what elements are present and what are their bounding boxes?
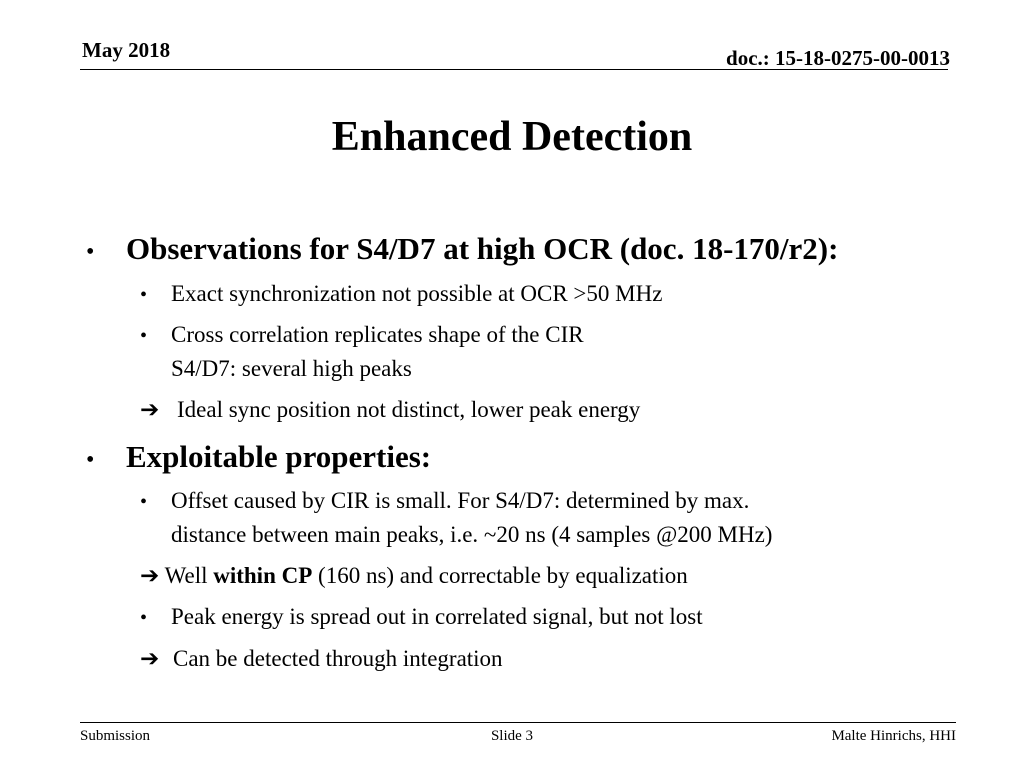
header-doc-id: doc.: 15-18-0275-00-0013 (726, 46, 950, 70)
footer-slide-number: Slide 3 (490, 728, 534, 744)
footer-author: Malte Hinrichs, HHI (831, 728, 956, 744)
header-divider (80, 69, 948, 70)
list-item-continuation: S4/D7: several high peaks (171, 356, 412, 381)
arrow-icon: ➔ (140, 646, 160, 671)
arrow-text-post: (160 ns) and correctable by equalization (312, 563, 688, 588)
section-heading-exploitable: Exploitable properties: (126, 439, 432, 474)
footer-submission: Submission (80, 728, 151, 744)
list-item: Offset caused by CIR is small. For S4/D7: determined by max. (171, 488, 750, 513)
arrow-text-pre: Well (164, 563, 214, 588)
arrow-item (140, 564, 688, 587)
bullet-icon: • (140, 325, 148, 347)
list-item: Peak energy is spread out in correlated signal, but not lost (171, 604, 703, 629)
bullet-icon: • (140, 491, 148, 513)
section-heading-observations: Observations for S4/D7 at high OCR (doc. 18-170/r2): (126, 231, 839, 266)
bullet-icon: • (86, 447, 95, 473)
arrow-item: Can be detected through integration (173, 646, 503, 671)
arrow-icon: ➔ (140, 563, 160, 588)
slide-title: Enhanced Detection (331, 114, 693, 160)
footer-divider (80, 722, 956, 723)
list-item: Cross correlation replicates shape of the CIR (171, 322, 584, 347)
bullet-icon: • (140, 284, 148, 306)
arrow-icon: ➔ (140, 397, 160, 422)
bullet-icon: • (86, 239, 95, 265)
header-date: May 2018 (82, 38, 171, 62)
bullet-icon: • (140, 607, 148, 629)
list-item-continuation: distance between main peaks, i.e. ~20 ns (4 samples @200 MHz) (171, 522, 773, 547)
list-item: Exact synchronization not possible at OCR >50 MHz (171, 281, 663, 306)
arrow-item: Ideal sync position not distinct, lower peak energy (177, 397, 641, 422)
arrow-text-bold: within CP (213, 563, 313, 588)
